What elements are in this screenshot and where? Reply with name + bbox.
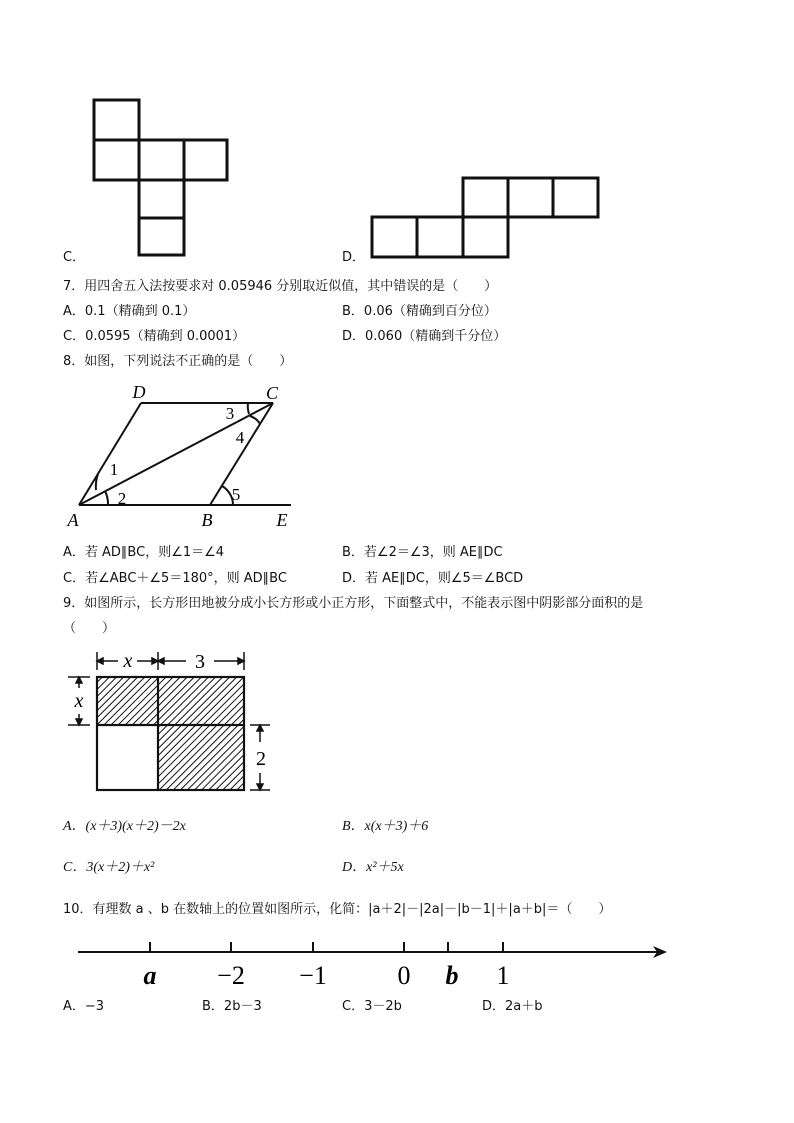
q10-option-b: B．2b－3: [202, 999, 262, 1014]
angle-label-4: 4: [235, 428, 245, 447]
rectangle-area-figure: [62, 646, 282, 798]
net-figure-d: [366, 172, 606, 262]
dim-label-three: 3: [195, 651, 205, 673]
vertex-d: D: [132, 382, 146, 402]
q9-option-b: B．x(x＋3)＋6: [342, 819, 429, 834]
axis-label-zero: 0: [397, 961, 411, 990]
q10-option-d: D．2a＋b: [482, 999, 543, 1014]
q7-option-b: B．0.06（精确到百分位）: [342, 304, 497, 319]
vertex-e: E: [276, 510, 288, 530]
q8-option-b: B．若∠2＝∠3，则 AE∥DC: [342, 545, 503, 560]
option-c-label-q6: C．: [63, 250, 86, 265]
q9-option-c: C．3(x＋2)＋x²: [63, 860, 155, 875]
q9-option-a: A．(x＋3)(x＋2)－2x: [63, 819, 186, 834]
q10-stem: 10．有理数 a 、b 在数轴上的位置如图所示，化简：|a＋2|－|2a|－|b－1|＋|a＋b|＝（ ）: [63, 902, 612, 917]
net-figure-c: [88, 96, 233, 258]
q10-option-a: A．−3: [63, 999, 105, 1014]
q7-stem: 7．用四舍五入法按要求对 0.05946 分别取近似值，其中错误的是（ ）: [63, 279, 498, 294]
angle-label-1: 1: [109, 460, 119, 479]
q8-option-d: D．若 AE∥DC，则∠5＝∠BCD: [342, 571, 524, 586]
angle-label-5: 5: [231, 485, 241, 504]
angle-label-2: 2: [117, 489, 127, 508]
q8-option-a: A．若 AD∥BC，则∠1＝∠4: [63, 545, 225, 560]
option-d-label-q6: D．: [342, 250, 366, 265]
axis-label-a: a: [143, 961, 157, 990]
axis-label-minus-two: −2: [217, 961, 245, 990]
q7-option-c: C．0.0595（精确到 0.0001）: [63, 329, 246, 344]
q10-option-c: C．3－2b: [342, 999, 402, 1014]
axis-label-b: b: [445, 961, 459, 990]
angle-label-3: 3: [225, 404, 235, 423]
axis-label-one: 1: [496, 961, 510, 990]
number-line: [70, 932, 675, 992]
dim-label-two: 2: [256, 748, 266, 770]
parallelogram-figure: [62, 380, 302, 532]
vertex-b: B: [201, 510, 213, 530]
q7-option-a: A．0.1（精确到 0.1）: [63, 304, 196, 319]
q7-option-d: D．0.060（精确到千分位）: [342, 329, 507, 344]
q9-stem: 9．如图所示，长方形田地被分成小长方形或小正方形，下面整式中，不能表示图中阴影部分面积的是: [63, 596, 644, 611]
q8-stem: 8．如图，下列说法不正确的是（ ）: [63, 354, 293, 369]
vertex-a: A: [67, 510, 79, 530]
q9-paren: （ ）: [63, 621, 116, 636]
dim-label-x-left: x: [74, 690, 84, 712]
q8-option-c: C．若∠ABC＋∠5＝180°，则 AD∥BC: [63, 571, 287, 586]
q9-option-d: D．x²＋5x: [342, 860, 404, 875]
vertex-c: C: [265, 383, 279, 403]
axis-label-minus-one: −1: [299, 961, 327, 990]
dim-label-x-top: x: [123, 650, 133, 672]
